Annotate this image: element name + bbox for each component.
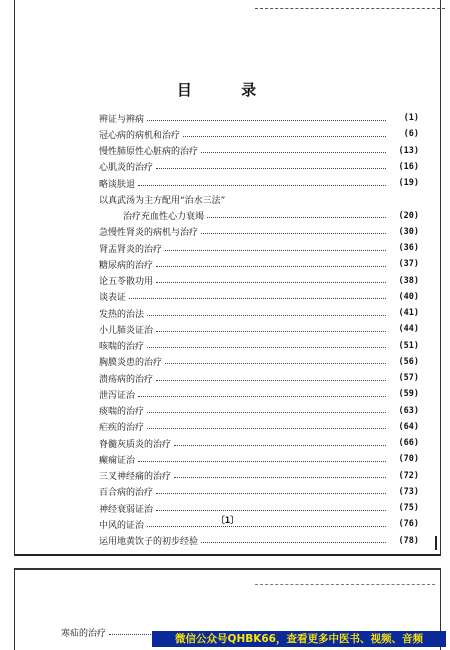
toc-leader-dots [156, 266, 386, 267]
toc-leader-dots [174, 477, 386, 478]
toc-entry-text: 运用地黄饮子的初步经验 [99, 537, 199, 548]
toc-entry-text: 以真武汤为主方配用“治水三法” [99, 195, 226, 206]
toc-leader-dots [138, 396, 386, 397]
toc-entry-text: 急慢性肾炎的病机与治疗 [99, 228, 199, 239]
toc-entry-text: 糖尿病的治疗 [99, 260, 154, 271]
toc-entry-text: 癫痫证治 [99, 455, 136, 466]
toc-entry[interactable] [99, 468, 419, 484]
toc-entry-page: (72) [398, 470, 419, 481]
toc-entry-page: (6) [403, 129, 419, 140]
toc-leader-dots [147, 412, 386, 413]
toc-leader-dots [156, 282, 386, 283]
toc-entry-text: 脊髓灰质炎的治疗 [99, 439, 172, 450]
toc-entry-page: (70) [398, 454, 419, 465]
promo-banner[interactable]: 微信公众号QHBK66，查看更多中医书、视频、音频 [152, 631, 446, 647]
toc-entry-text: 略谈肤退 [99, 179, 136, 190]
toc-entry[interactable] [99, 191, 419, 207]
toc-leader-dots [165, 250, 386, 251]
toc-entry-page: (75) [398, 503, 419, 514]
toc-entry-text: 中风的证治 [99, 520, 145, 531]
toc-leader-dots [138, 185, 386, 186]
toc-entry[interactable] [99, 175, 419, 191]
toc-leader-dots [156, 493, 386, 494]
toc-entry[interactable] [99, 403, 419, 419]
toc-entry-page: (20) [398, 210, 419, 221]
toc-leader-dots [147, 120, 386, 121]
toc-entry-text: 百合病的治疗 [99, 488, 154, 499]
toc-entry-text: 神经衰弱证治 [99, 504, 154, 515]
toc-entry[interactable] [99, 240, 419, 256]
toc-entry[interactable] [99, 321, 419, 337]
toc-entry[interactable] [99, 484, 419, 500]
toc-entry[interactable] [99, 126, 419, 142]
toc-entry-text: 论五苓散功用 [99, 277, 154, 288]
scan-artifact-line [255, 8, 445, 10]
toc-entry-text: 治疗充血性心力衰竭 [123, 212, 205, 223]
toc-leader-dots [147, 347, 386, 348]
toc-entry[interactable] [99, 435, 419, 451]
toc-entry-text: 疟疾的治疗 [99, 423, 145, 434]
toc-entry[interactable] [99, 370, 419, 386]
toc-entry[interactable] [99, 208, 419, 224]
document-page [14, 0, 441, 556]
toc-leader-dots [207, 217, 386, 218]
toc-leader-dots [138, 461, 386, 462]
toc-entry[interactable] [99, 354, 419, 370]
toc-entry[interactable] [99, 159, 419, 175]
toc-entry-text: 小儿肺炎证治 [99, 325, 154, 336]
page-number: 〔1〕 [215, 516, 240, 526]
toc-entry-page: (73) [398, 486, 419, 497]
toc-entry[interactable] [99, 289, 419, 305]
toc-entry-text: 辨证与辨病 [99, 114, 145, 125]
toc-entry[interactable] [99, 273, 419, 289]
toc-entry-page: (30) [398, 226, 419, 237]
toc-entry[interactable] [99, 386, 419, 402]
toc-entry[interactable] [99, 224, 419, 240]
toc-entry-page: (1) [403, 113, 419, 124]
toc-entry-page: (16) [398, 161, 419, 172]
toc-entry-page: (63) [398, 405, 419, 416]
toc-entry-text: 心肌炎的治疗 [99, 163, 154, 174]
toc-entry-page: (41) [398, 308, 419, 319]
toc-leader-dots [201, 233, 386, 234]
toc-leader-dots [156, 510, 386, 511]
toc-leader-dots [147, 428, 386, 429]
scan-artifact-line [255, 584, 435, 585]
toc-leader-dots [165, 363, 386, 364]
toc-entry-text: 三叉神经痛的治疗 [99, 472, 172, 483]
toc-entry-page: (38) [398, 275, 419, 286]
toc-entry-page: (44) [398, 324, 419, 335]
toc-entry[interactable] [99, 419, 419, 435]
toc-entry-text: 泄泻证治 [99, 390, 136, 401]
scan-corner-mark [427, 536, 437, 550]
toc-leader-dots [156, 168, 386, 169]
toc-leader-dots [201, 542, 386, 543]
toc-leader-dots [156, 331, 386, 332]
toc-entry-page: (40) [398, 291, 419, 302]
toc-entry-text: 寒疝的治疗 [61, 629, 107, 639]
toc-entry-page: (76) [398, 519, 419, 530]
toc-entry-text: 冠心病的病机和治疗 [99, 130, 181, 141]
toc-entry-page: (64) [398, 421, 419, 432]
toc-entry-text: 慢性肺原性心脏病的治疗 [99, 147, 199, 158]
toc-entry-text: 谈表证 [99, 293, 127, 304]
toc-title: 目 录 [176, 81, 279, 99]
toc-entry-page: (37) [398, 259, 419, 270]
toc-leader-dots [201, 152, 386, 153]
toc-entry-page: (13) [398, 145, 419, 156]
toc-entry-text: 咳喘的治疗 [99, 342, 145, 353]
toc-entry-page: (51) [398, 340, 419, 351]
toc-leader-dots [129, 298, 386, 299]
toc-entry-text: 肾盂肾炎的治疗 [99, 244, 163, 255]
toc-entry-page: (66) [398, 438, 419, 449]
toc-entry-text: 发热的治法 [99, 309, 145, 320]
toc-entry[interactable] [99, 451, 419, 467]
toc-entry-page: (56) [398, 356, 419, 367]
toc-leader-dots [174, 445, 386, 446]
page-gap [0, 556, 450, 568]
toc-entry-page: (78) [398, 535, 419, 546]
toc-leader-dots [147, 315, 386, 316]
toc-entry-page: (57) [398, 373, 419, 384]
toc-entry[interactable] [99, 305, 419, 321]
toc-entry-text: 痰喘的治疗 [99, 407, 145, 418]
toc-leader-dots [147, 526, 386, 527]
toc-entry-text: 胸膜炎患的治疗 [99, 358, 163, 369]
toc-entry[interactable] [99, 143, 419, 159]
toc-entry[interactable] [99, 338, 419, 354]
toc-entry[interactable] [99, 533, 419, 549]
toc-entry-text: 溃疡病的治疗 [99, 374, 154, 385]
toc-entry-page: (59) [398, 389, 419, 400]
toc-leader-dots [183, 136, 386, 137]
toc-entry-page: (19) [398, 178, 419, 189]
toc-list [99, 110, 419, 549]
toc-entry-page: (36) [398, 243, 419, 254]
toc-entry[interactable] [99, 256, 419, 272]
toc-leader-dots [156, 380, 386, 381]
toc-entry[interactable] [99, 110, 419, 126]
